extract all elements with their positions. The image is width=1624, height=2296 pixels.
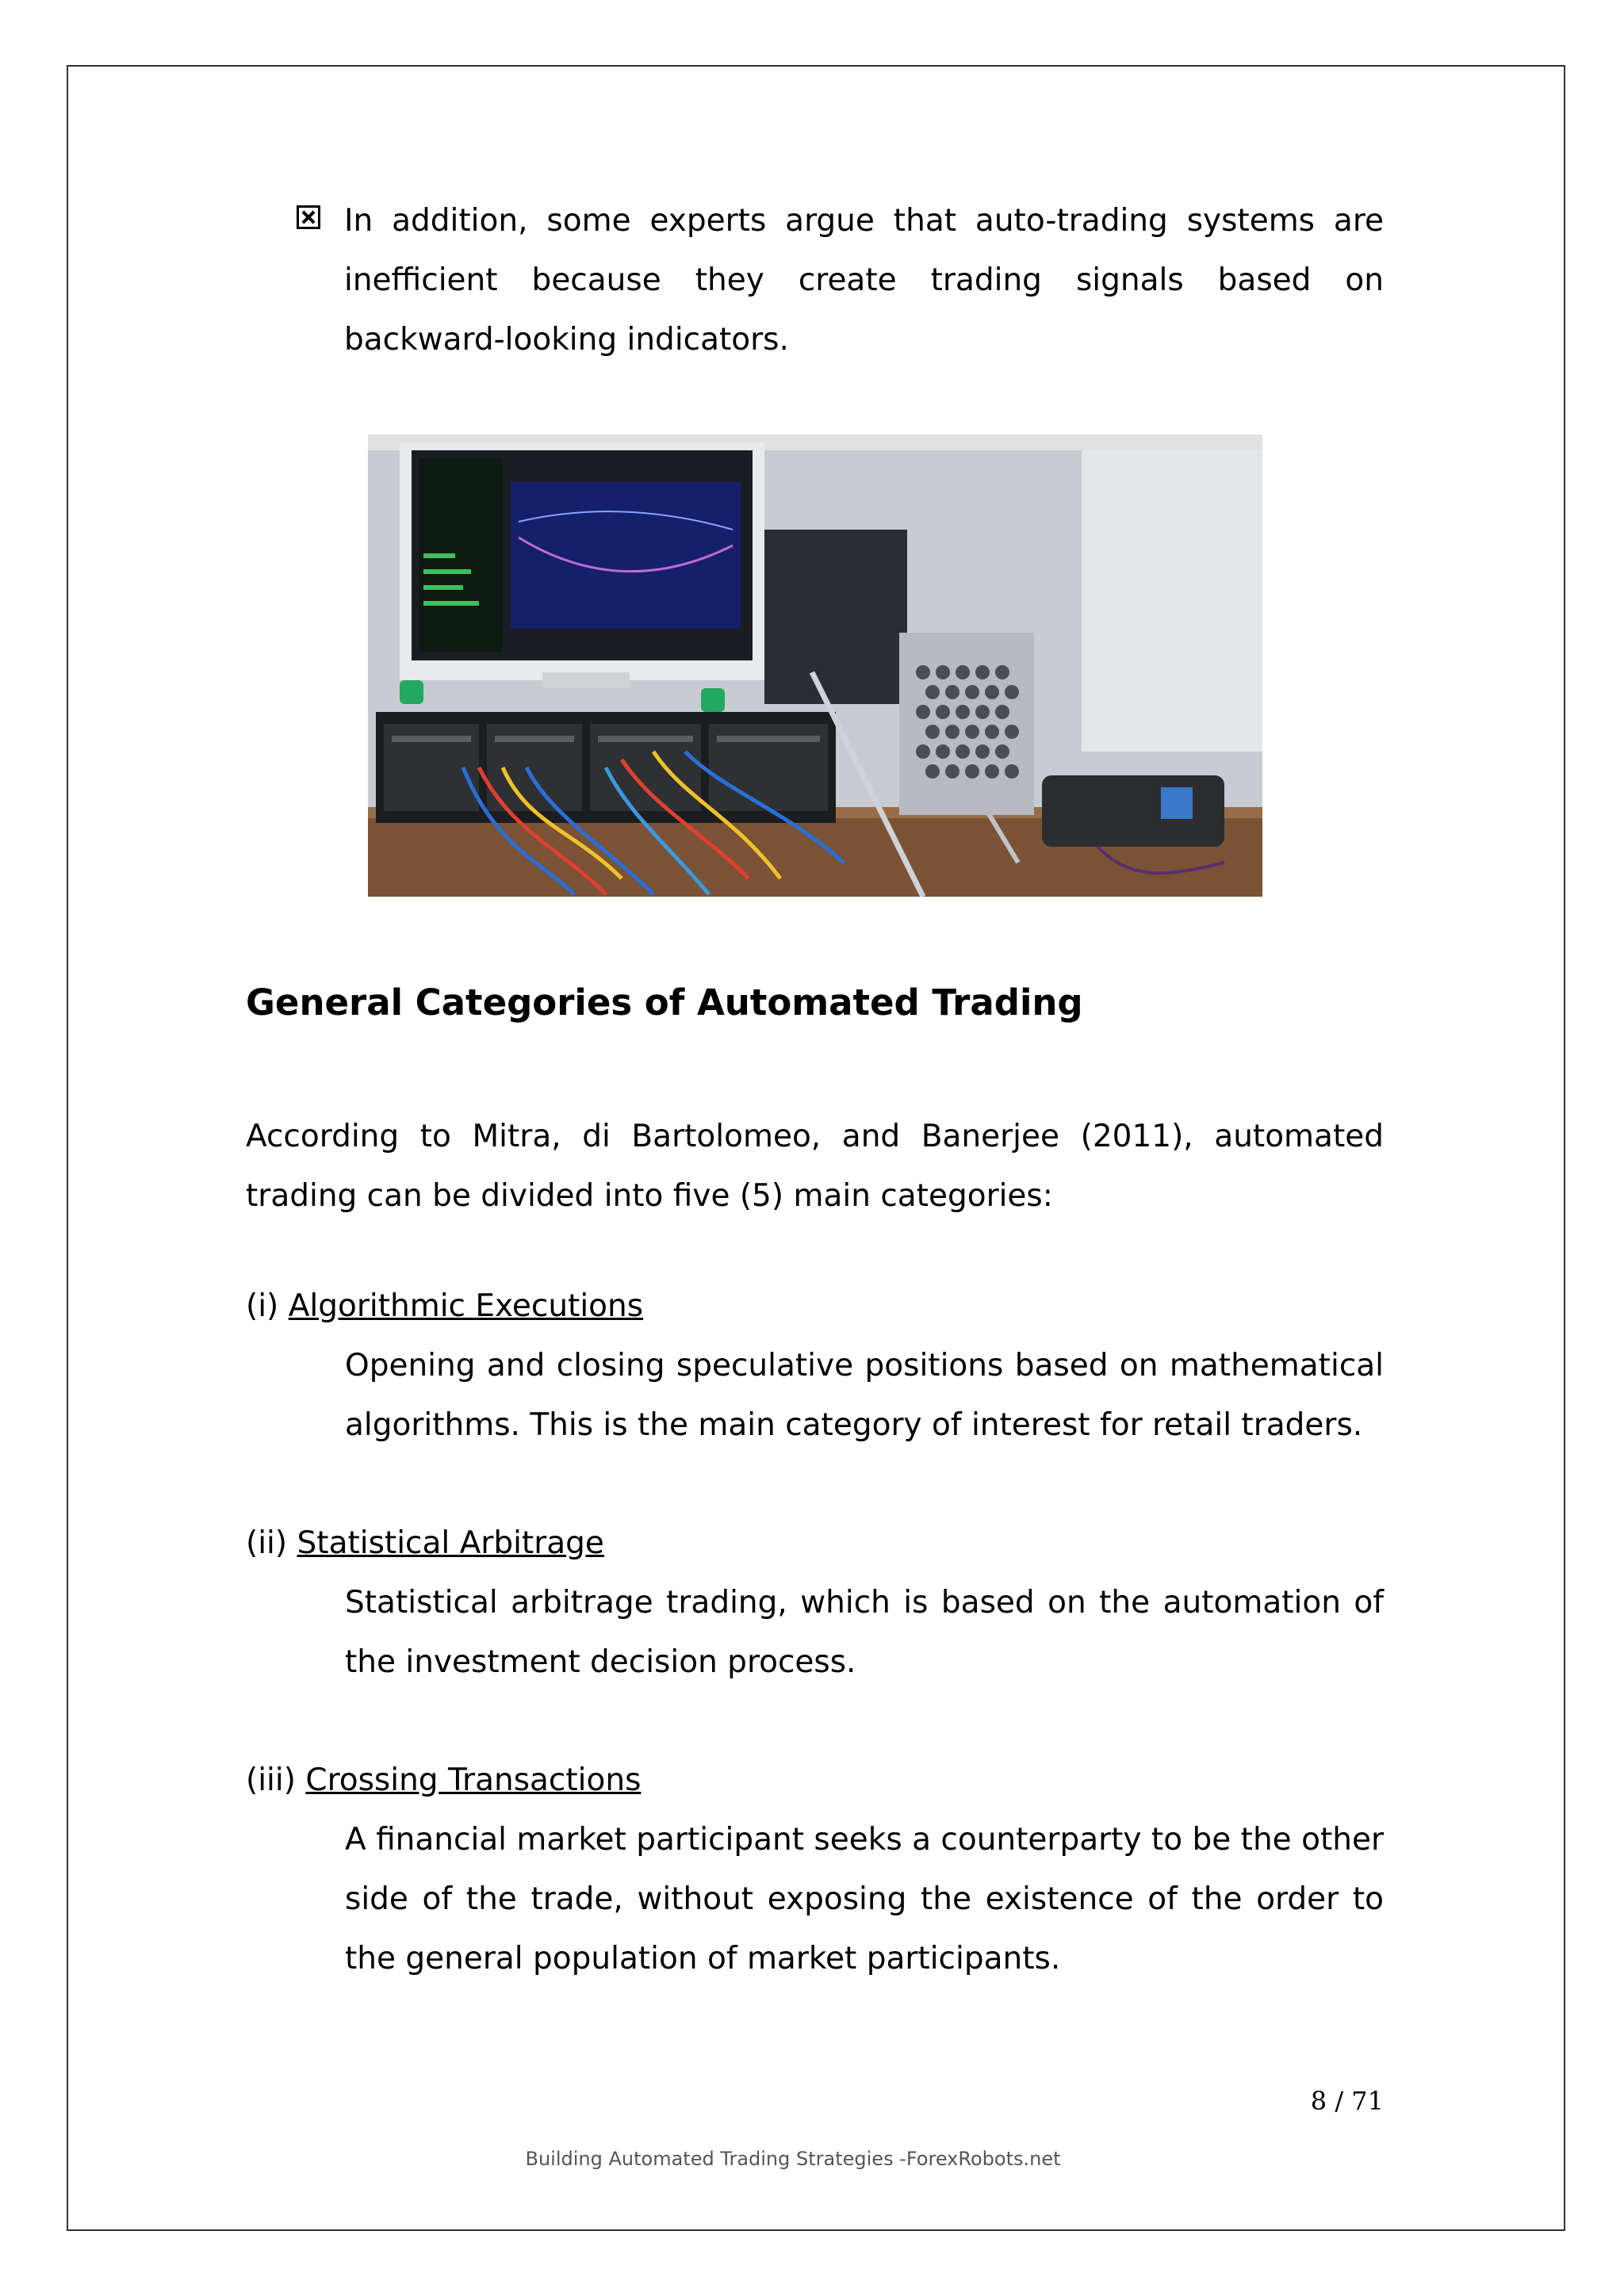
category-item: [246, 1276, 1384, 1455]
category-numeral: (iii): [246, 1762, 296, 1798]
category-title-row: [246, 1276, 1384, 1336]
category-title-row: [246, 1513, 1384, 1573]
checkbox-x-icon: [297, 205, 320, 229]
category-description: A financial market participant seeks a counterparty to be the other side of the trade, without exposing the existence of the order to the general population of market participants.: [345, 1822, 1384, 1976]
category-item: [246, 1751, 1384, 1988]
category-numeral: (i): [246, 1288, 279, 1324]
category-description: Opening and closing speculative positions based on mathematical algorithms. This is the main category of interest for retail traders.: [345, 1348, 1384, 1443]
category-title: Crossing Transactions: [305, 1762, 642, 1798]
category-title: Algorithmic Executions: [288, 1288, 644, 1324]
category-description: Statistical arbitrage trading, which is based on the automation of the investment decision process.: [345, 1585, 1384, 1680]
intro-paragraph: According to Mitra, di Bartolomeo, and Banerjee (2011), automated trading can be divided into five (5) main categories:: [246, 1119, 1384, 1214]
section-body: [246, 1107, 1384, 1226]
page-footer: Building Automated Trading Strategies -ForexRobots.net: [525, 2148, 1061, 2170]
trading-hardware-photo: [368, 434, 1262, 897]
category-title: Statistical Arbitrage: [297, 1525, 604, 1561]
category-numeral: (ii): [246, 1525, 288, 1561]
category-title-row: [246, 1751, 1384, 1810]
category-item: [246, 1513, 1384, 1692]
section-heading: General Categories of Automated Trading: [246, 982, 1083, 1024]
page-number: 8 / 71: [1310, 2086, 1384, 2116]
photo-illustration: [368, 434, 1262, 897]
bullet-text: In addition, some experts argue that auto-trading systems are inefficient because they create trading signals based on backward-looking indicators.: [344, 203, 1384, 358]
